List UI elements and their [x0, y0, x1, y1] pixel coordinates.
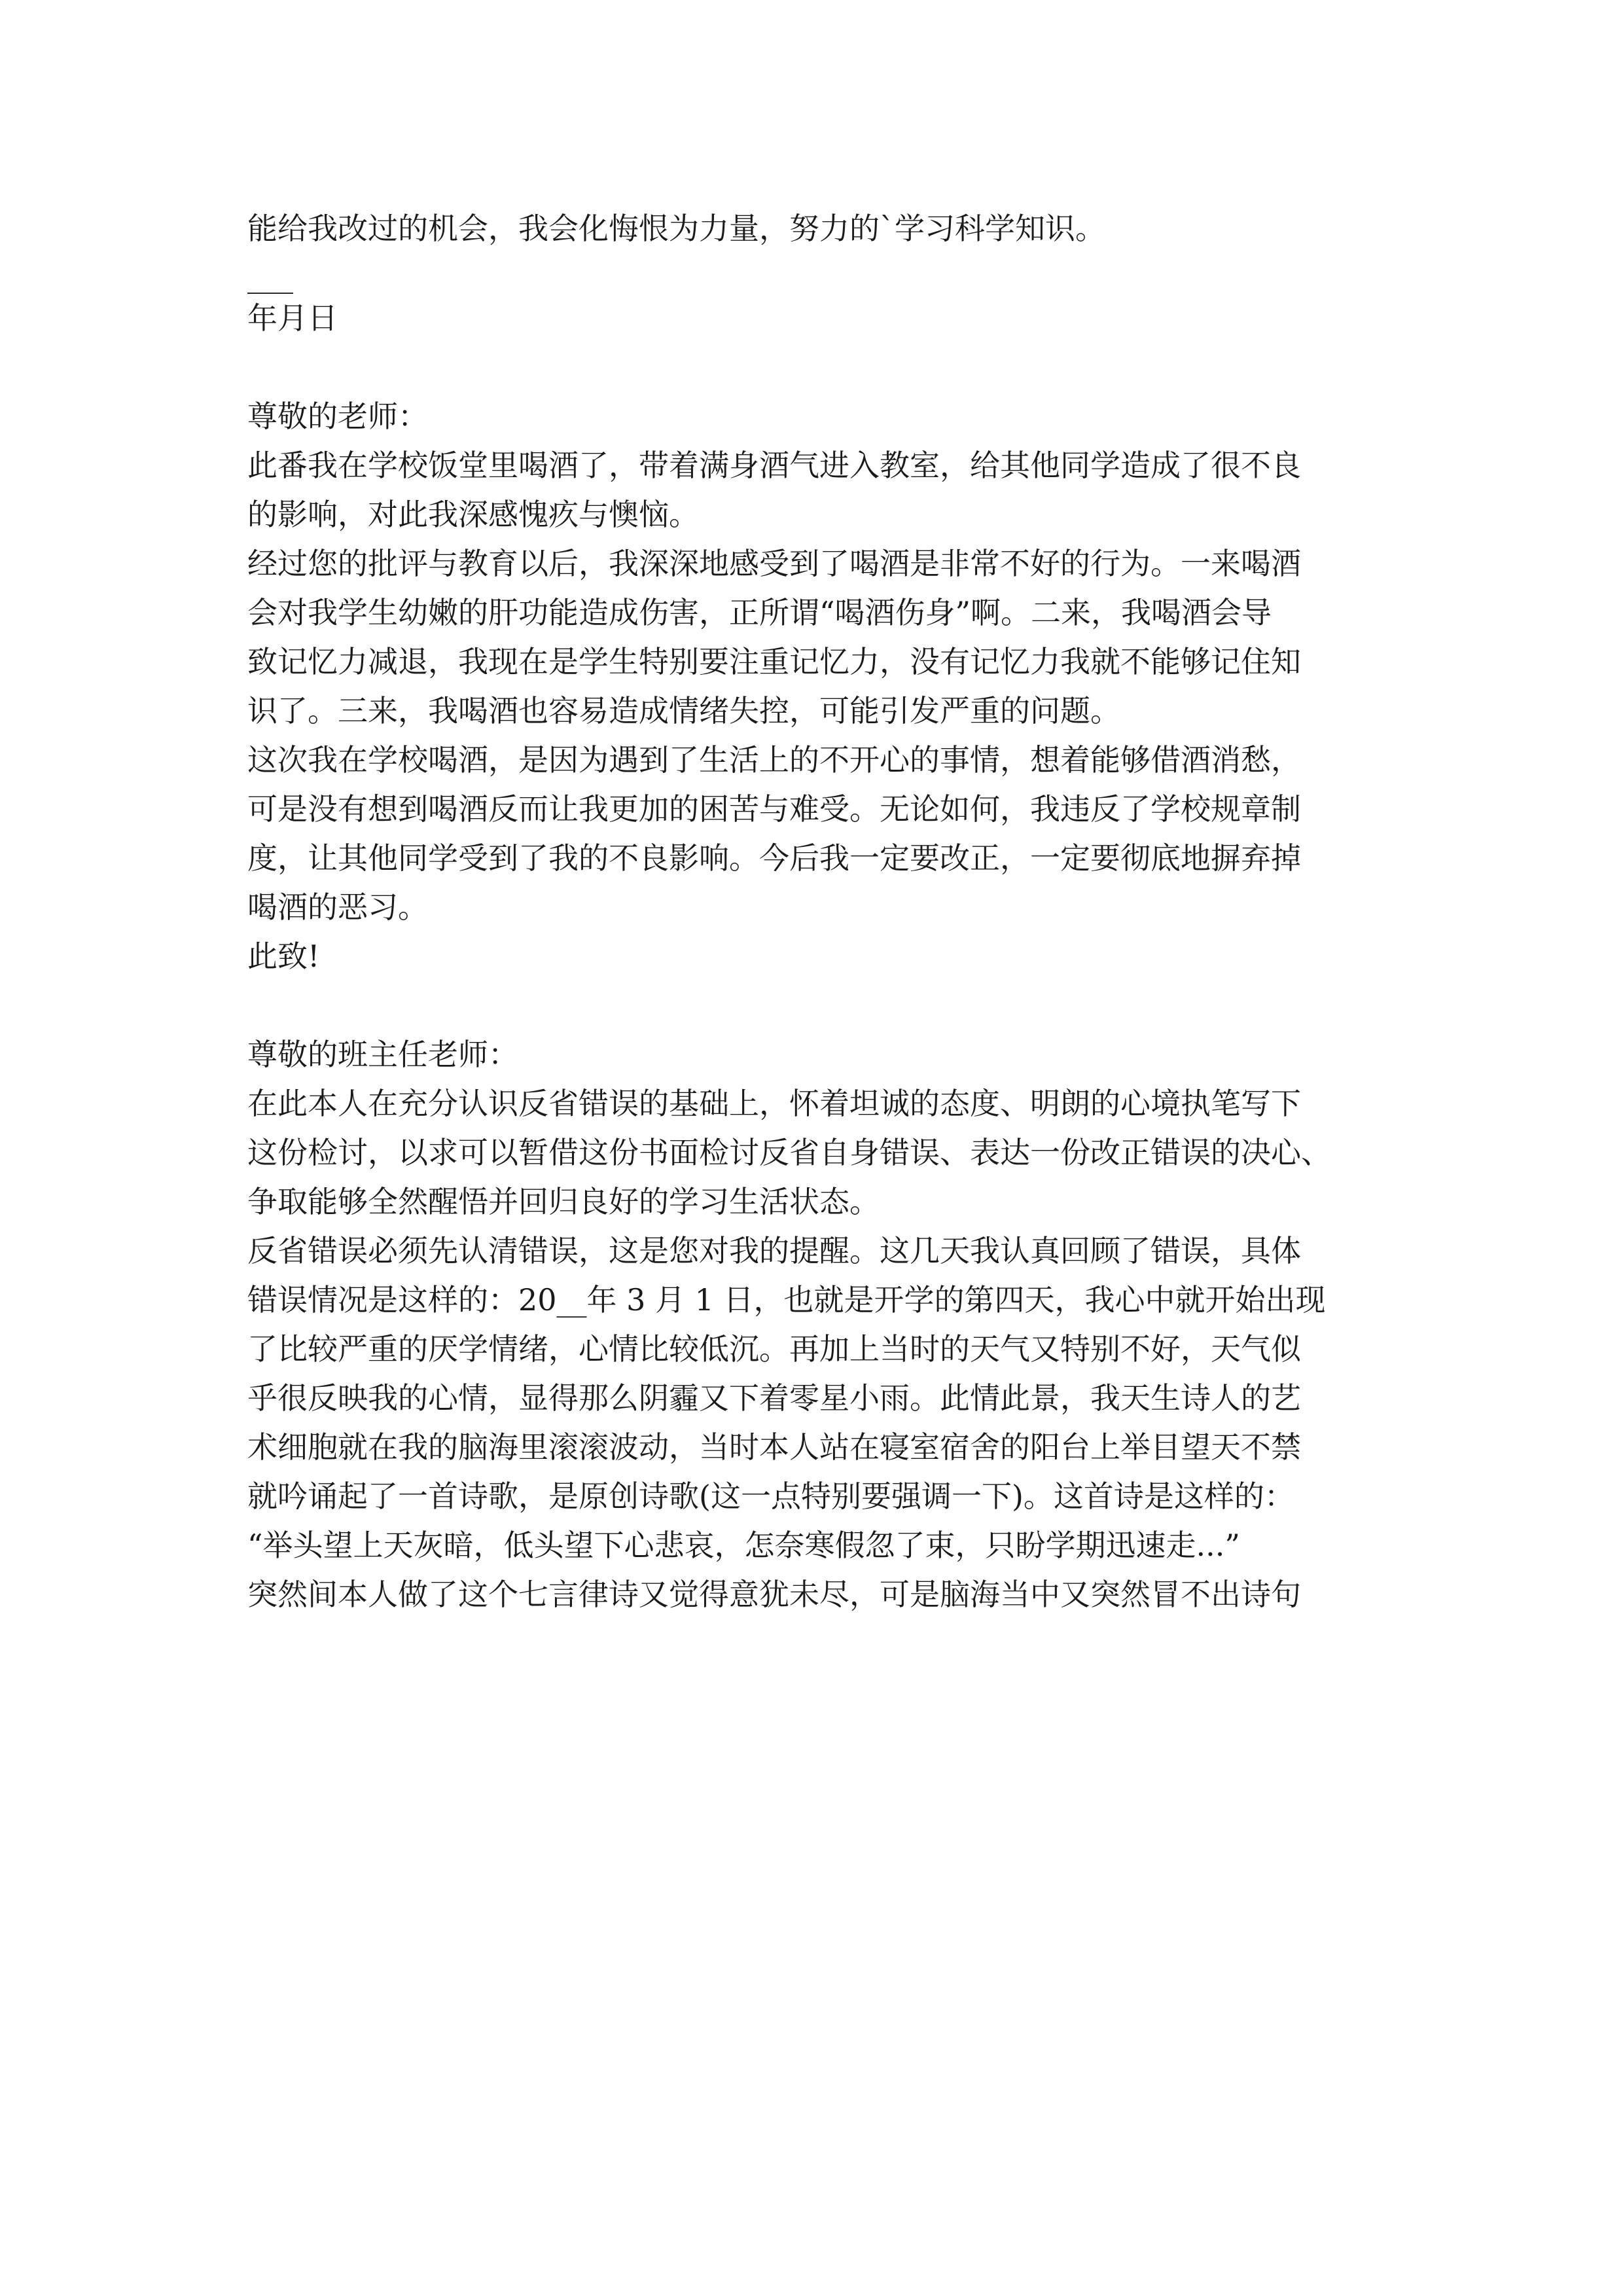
paragraph-line: 在此本人在充分认识反省错误的基础上，怀着坦诚的态度、明朗的心境执笔写下: [247, 1086, 1301, 1121]
paragraph-line: 争取能够全然醒悟并回归良好的学习生活状态。: [247, 1184, 880, 1219]
paragraph-line: 这份检讨，以求可以暂借这份书面检讨反省自身错误、表达一份改正错误的决心、: [247, 1135, 1331, 1170]
paragraph-line: 可是没有想到喝酒反而让我更加的困苦与难受。无论如何，我违反了学校规章制: [247, 791, 1301, 827]
paragraph-line: 就吟诵起了一首诗歌，是原创诗歌(这一点特别要强调一下)。这首诗是这样的：: [247, 1479, 1294, 1514]
paragraph-line: 致记忆力减退，我现在是学生特别要注重记忆力，没有记忆力我就不能够记住知: [247, 644, 1301, 679]
paragraph-line: 会对我学生幼嫩的肝功能造成伤害，正所谓“喝酒伤身”啊。二来，我喝酒会导: [247, 595, 1272, 630]
paragraph-line: 度，让其他同学受到了我的不良影响。今后我一定要改正，一定要彻底地摒弃掉: [247, 840, 1301, 876]
paragraph-line: 错误情况是这样的：20__年 3 月 1 日，也就是开学的第四天，我心中就开始出现: [247, 1282, 1326, 1318]
paragraph-line: 了比较严重的厌学情绪，心情比较低沉。再加上当时的天气又特别不好，天气似: [247, 1331, 1301, 1367]
document-body: [247, 204, 1373, 1619]
paragraph-line: 乎很反映我的心情，显得那么阴霾又下着零星小雨。此情此景，我天生诗人的艺: [247, 1380, 1301, 1416]
paragraph-line: 反省错误必须先认清错误，这是您对我的提醒。这几天我认真回顾了错误，具体: [247, 1233, 1301, 1268]
paragraph-line: 经过您的批评与教育以后，我深深地感受到了喝酒是非常不好的行为。一来喝酒: [247, 546, 1301, 581]
salutation: 尊敬的班主任老师：: [247, 1037, 518, 1072]
section-gap: [247, 343, 1373, 392]
closing-line: 此致!: [247, 939, 320, 974]
paragraph-line: 喝酒的恶习。: [247, 889, 428, 925]
paragraph-line: 这次我在学校喝酒，是因为遇到了生活上的不开心的事情，想着能够借酒消愁，: [247, 742, 1301, 778]
paragraph-line: 识了。三来，我喝酒也容易造成情绪失控，可能引发严重的问题。: [247, 693, 1120, 728]
paragraph-line: 此番我在学校饭堂里喝酒了，带着满身酒气进入教室，给其他同学造成了很不良: [247, 448, 1301, 483]
paragraph-line: 术细胞就在我的脑海里滚滚波动，当时本人站在寝室宿舍的阳台上举目望天不禁: [247, 1429, 1301, 1465]
section-gap: [247, 981, 1373, 1030]
poem-line: “举头望上天灰暗，低头望下心悲哀，怎奈寒假忽了束，只盼学期迅速走...”: [247, 1528, 1240, 1563]
salutation: 尊敬的老师：: [247, 399, 428, 434]
paragraph-line: 突然间本人做了这个七言律诗又觉得意犹未尽，可是脑海当中又突然冒不出诗句: [247, 1577, 1301, 1612]
paragraph-line: 能给我改过的机会，我会化悔恨为力量，努力的`学习科学知识。: [247, 211, 1105, 246]
date-line: 年月日: [247, 300, 338, 336]
paragraph-line: 的影响，对此我深感愧疚与懊恼。: [247, 497, 699, 532]
